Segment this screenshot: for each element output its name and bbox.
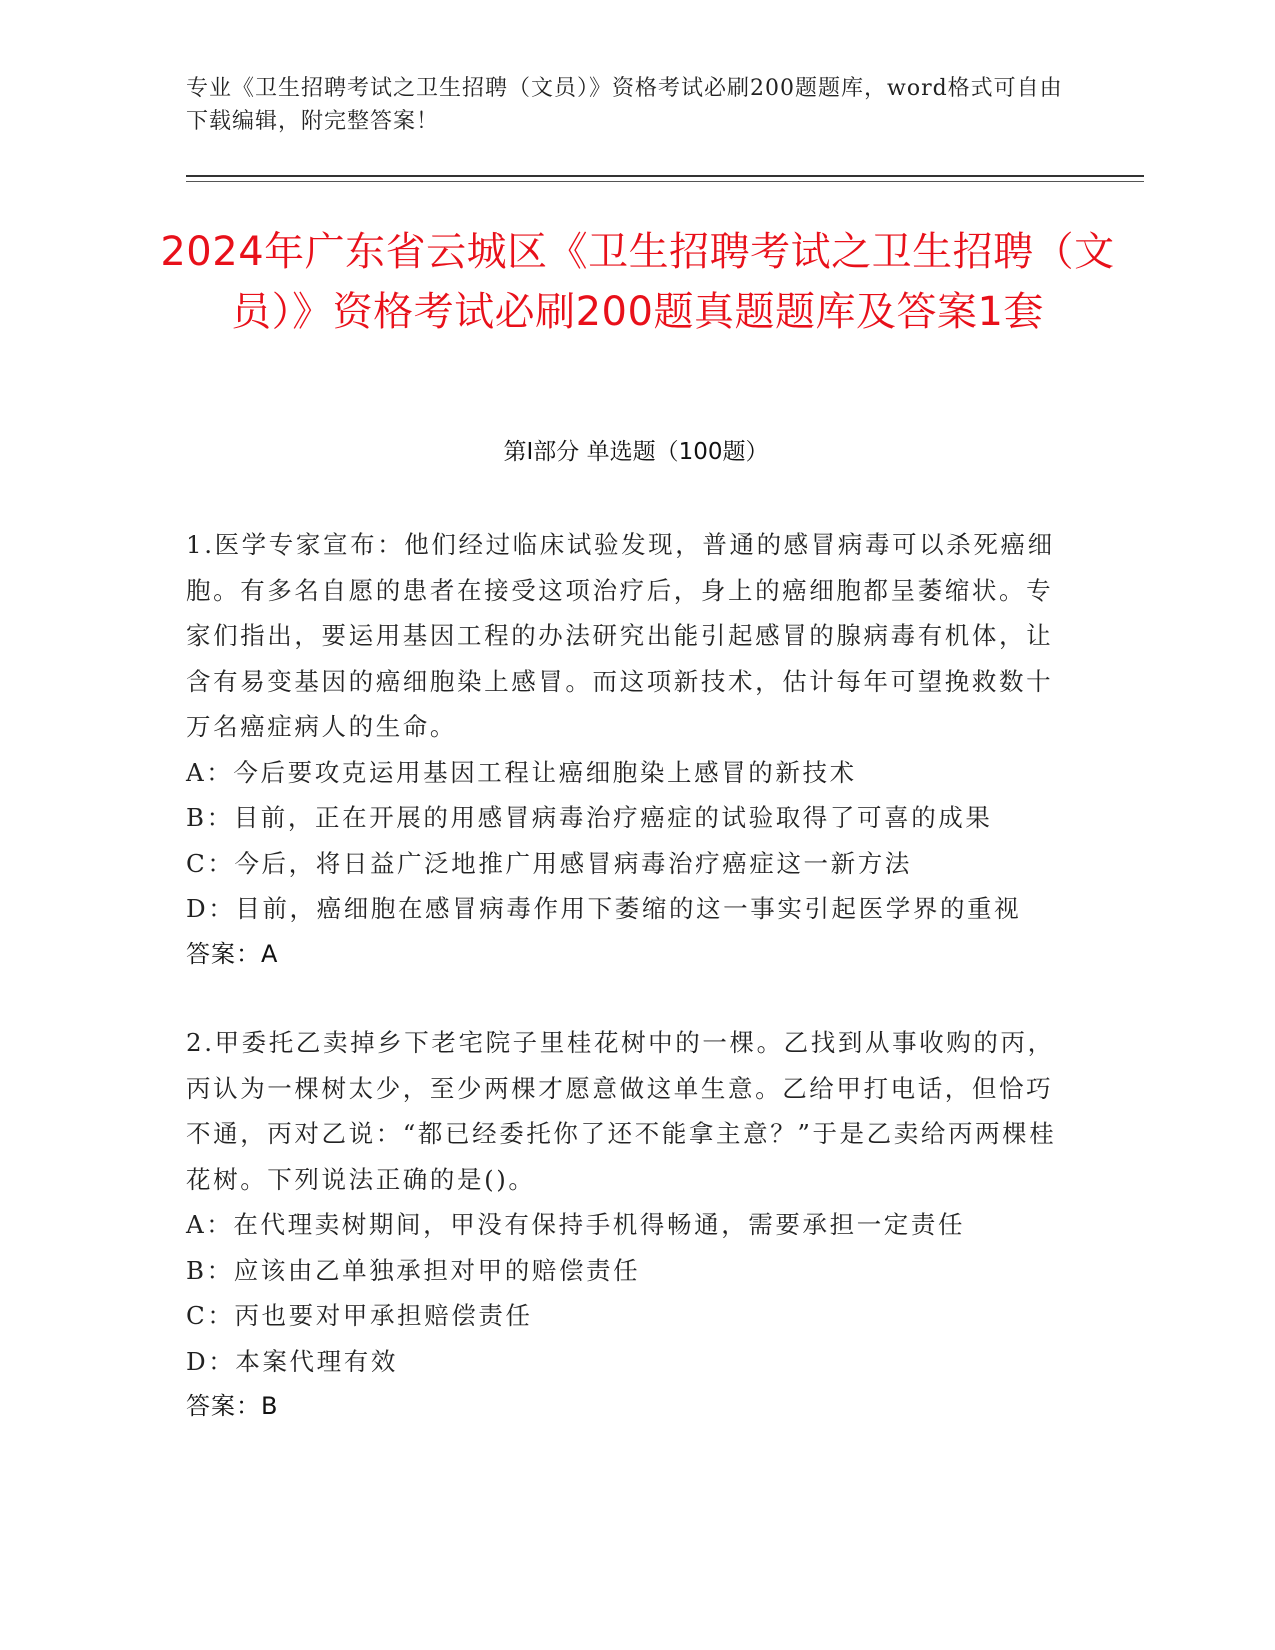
header-note: 专业《卫生招聘考试之卫生招聘（文员）》资格考试必刷200题题库，word格式可自由下载编辑，附完整答案！ bbox=[186, 76, 1063, 134]
option-b: B：目前，正在开展的用感冒病毒治疗癌症的试验取得了可喜的成果 bbox=[186, 803, 993, 832]
document-title: 2024年广东省云城区《卫生招聘考试之卫生招聘（文员）》资格考试必刷200题真题题库及答案1套 bbox=[160, 229, 1115, 335]
option-a: A：在代理卖树期间，甲没有保持手机得畅通，需要承担一定责任 bbox=[186, 1210, 966, 1239]
option-c: C：今后，将日益广泛地推广用感冒病毒治疗癌症这一新方法 bbox=[186, 848, 912, 878]
option-d: D：本案代理有效 bbox=[186, 1346, 398, 1376]
answer: 答案：B bbox=[186, 1392, 279, 1420]
option-d: D：目前，癌细胞在感冒病毒作用下萎缩的这一事实引起医学界的重视 bbox=[186, 894, 1022, 923]
option-a: A：今后要攻克运用基因工程让癌细胞染上感冒的新技术 bbox=[186, 757, 857, 787]
header-divider-thick bbox=[186, 175, 1144, 177]
option-c: C：丙也要对甲承担赔偿责任 bbox=[186, 1301, 533, 1330]
question-stem: 1.医学专家宣布：他们经过临床试验发现，普通的感冒病毒可以杀死癌细胞。有多名自愿的患者在接受这项治疗后，身上的癌细胞都呈萎缩状。专家们指出，要运用基因工程的办法研究出能引起感冒的腺病毒有机体，让含有易变基因的癌细胞染上感冒。而这项新技术，估计每年可望挽救数十万名癌症病人的生命。 bbox=[186, 530, 1055, 741]
header-divider-thin bbox=[186, 181, 1144, 182]
option-b: B：应该由乙单独承担对甲的赔偿责任 bbox=[186, 1255, 641, 1285]
section-title: 第Ⅰ部分 单选题（100题） bbox=[503, 439, 769, 465]
question-stem: 2.甲委托乙卖掉乡下老宅院子里桂花树中的一棵。乙找到从事收购的丙，丙认为一棵树太少，至少两棵才愿意做这单生意。乙给甲打电话，但恰巧不通，丙对乙说：“都已经委托你了还不能拿主意？”于是乙卖给丙两棵桂花树。下列说法正确的是()。 bbox=[186, 1028, 1057, 1194]
question-2 bbox=[186, 1020, 1066, 1430]
question-1 bbox=[186, 522, 1066, 977]
answer: 答案：A bbox=[186, 939, 279, 968]
